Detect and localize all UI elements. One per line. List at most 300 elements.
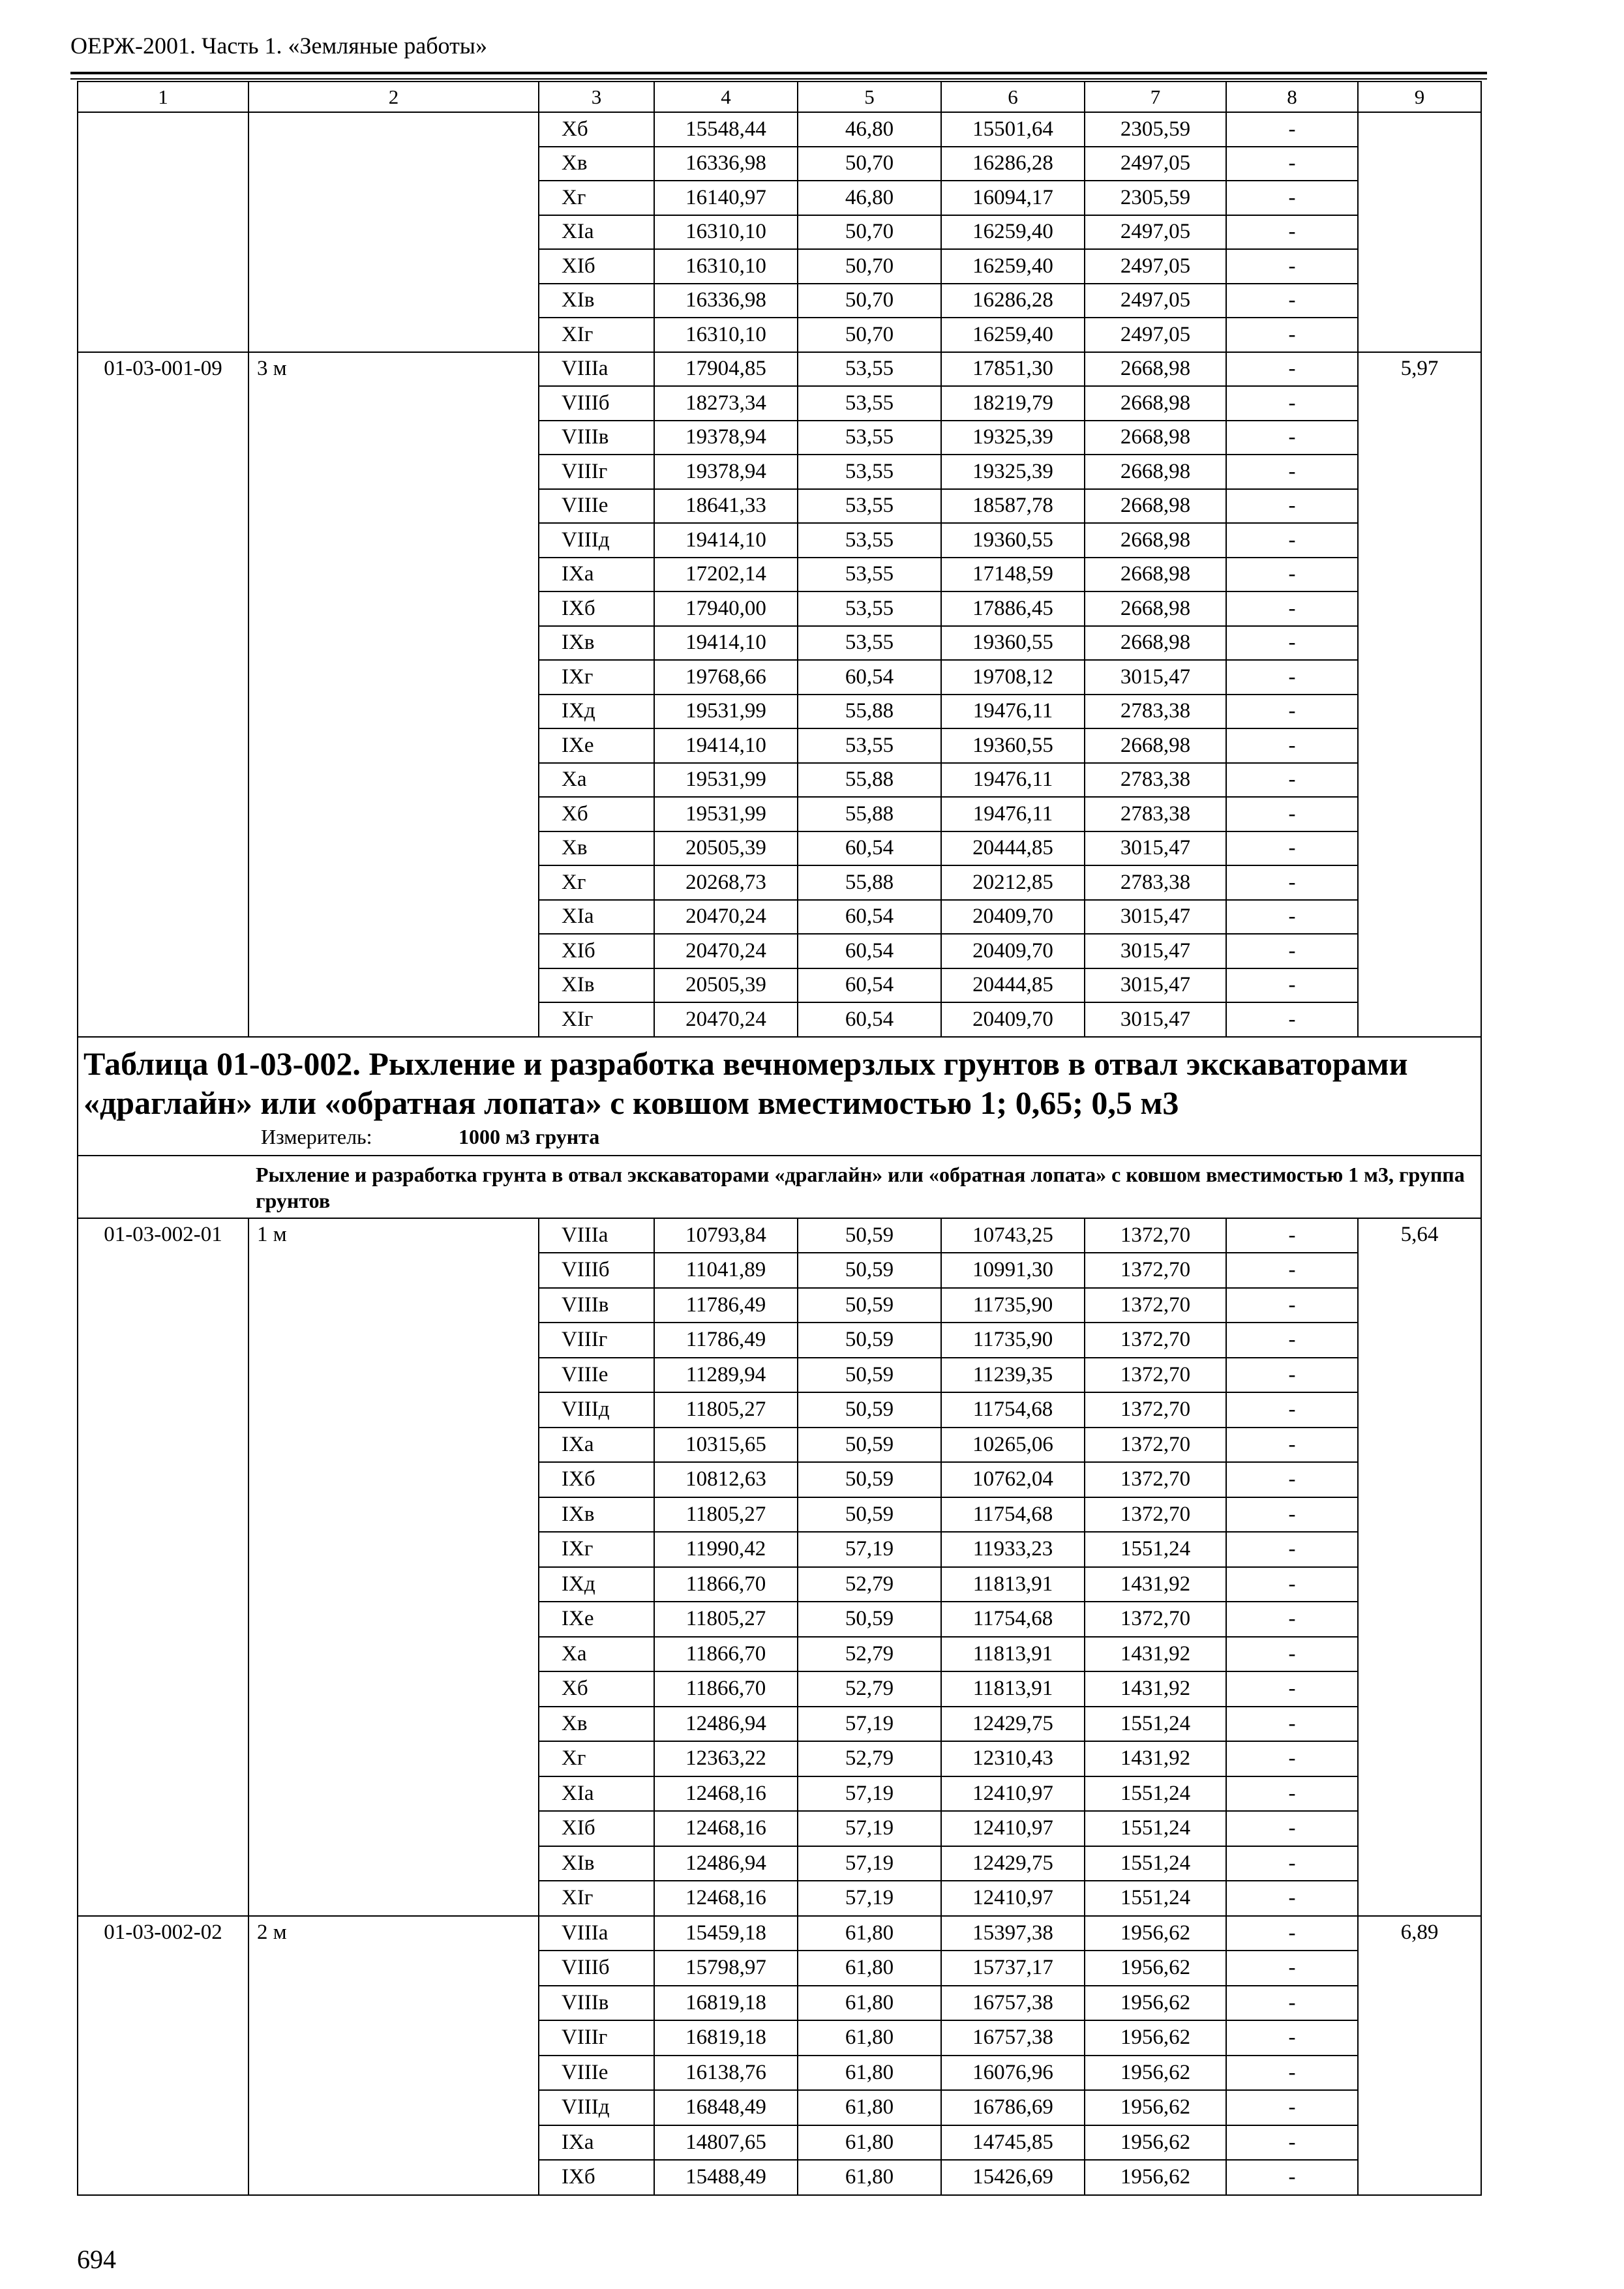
soil-group: IXб bbox=[539, 2160, 654, 2195]
wages: 57,19 bbox=[798, 1776, 941, 1812]
wages: 50,59 bbox=[798, 1323, 941, 1358]
soil-group: VIIIа bbox=[539, 352, 654, 387]
total-cost: 19378,94 bbox=[654, 455, 798, 489]
total-cost: 20470,24 bbox=[654, 900, 798, 935]
machinist-wages: 2783,38 bbox=[1085, 763, 1226, 798]
materials-cost: - bbox=[1226, 112, 1358, 147]
machinist-wages: 1956,62 bbox=[1085, 1951, 1226, 1986]
total-cost: 11805,27 bbox=[654, 1602, 798, 1637]
column-number: 3 bbox=[539, 82, 654, 112]
machinist-wages: 1551,24 bbox=[1085, 1811, 1226, 1846]
total-cost: 10793,84 bbox=[654, 1218, 798, 1253]
machinist-wages: 2668,98 bbox=[1085, 489, 1226, 524]
total-cost: 19531,99 bbox=[654, 695, 798, 729]
materials-cost: - bbox=[1226, 2020, 1358, 2056]
soil-group: VIIIг bbox=[539, 1323, 654, 1358]
materials-cost: - bbox=[1226, 1776, 1358, 1812]
wages: 57,19 bbox=[798, 1881, 941, 1916]
soil-group: VIIIа bbox=[539, 1218, 654, 1253]
measure-label: Измеритель: bbox=[261, 1124, 372, 1148]
wages: 50,70 bbox=[798, 284, 941, 318]
machine-cost: 14745,85 bbox=[941, 2125, 1085, 2161]
materials-cost: - bbox=[1226, 386, 1358, 421]
machine-cost: 12429,75 bbox=[941, 1707, 1085, 1742]
rate-code bbox=[78, 112, 248, 352]
soil-group: Xв bbox=[539, 1707, 654, 1742]
column-number: 9 bbox=[1358, 82, 1481, 112]
materials-cost: - bbox=[1226, 797, 1358, 831]
section-subtitle: Рыхление и разработка грунта в отвал экскаваторами «драглайн» или «обратная лопата» с ковшом вместимостью 1 м3, группа грунтов bbox=[78, 1156, 1481, 1218]
machine-cost: 11813,91 bbox=[941, 1671, 1085, 1707]
machine-cost: 15426,69 bbox=[941, 2160, 1085, 2195]
materials-cost: - bbox=[1226, 1567, 1358, 1602]
machinist-wages: 1372,70 bbox=[1085, 1358, 1226, 1393]
materials-cost: - bbox=[1226, 1811, 1358, 1846]
materials-cost: - bbox=[1226, 1986, 1358, 2021]
labor-cost bbox=[1358, 112, 1481, 352]
total-cost: 12468,16 bbox=[654, 1811, 798, 1846]
machinist-wages: 1551,24 bbox=[1085, 1881, 1226, 1916]
machinist-wages: 1431,92 bbox=[1085, 1567, 1226, 1602]
soil-group: XIг bbox=[539, 1881, 654, 1916]
wages: 61,80 bbox=[798, 1916, 941, 1951]
wages: 50,70 bbox=[798, 147, 941, 181]
machine-cost: 16094,17 bbox=[941, 181, 1085, 215]
wages: 50,59 bbox=[798, 1428, 941, 1463]
wages: 53,55 bbox=[798, 558, 941, 592]
soil-group: IXа bbox=[539, 558, 654, 592]
wages: 57,19 bbox=[798, 1707, 941, 1742]
materials-cost: - bbox=[1226, 1323, 1358, 1358]
table-title: Таблица 01-03-002. Рыхление и разработка вечномерзлых грунтов в отвал экскаваторами «драглайн» или «обратная лопата» с ковшом вместимостью 1; 0,65; 0,5 м3 bbox=[83, 1045, 1408, 1121]
soil-group: VIIIб bbox=[539, 1253, 654, 1288]
machinist-wages: 2668,98 bbox=[1085, 386, 1226, 421]
materials-cost: - bbox=[1226, 284, 1358, 318]
machinist-wages: 1372,70 bbox=[1085, 1602, 1226, 1637]
machine-cost: 17851,30 bbox=[941, 352, 1085, 387]
machine-cost: 15397,38 bbox=[941, 1916, 1085, 1951]
soil-group: XIа bbox=[539, 900, 654, 935]
total-cost: 20268,73 bbox=[654, 865, 798, 900]
machinist-wages: 2305,59 bbox=[1085, 112, 1226, 147]
machinist-wages: 3015,47 bbox=[1085, 968, 1226, 1003]
machine-cost: 20444,85 bbox=[941, 968, 1085, 1003]
header-rule-thick bbox=[70, 72, 1487, 74]
total-cost: 16310,10 bbox=[654, 249, 798, 284]
total-cost: 15548,44 bbox=[654, 112, 798, 147]
column-number: 1 bbox=[78, 82, 248, 112]
machine-cost: 10991,30 bbox=[941, 1253, 1085, 1288]
wages: 50,59 bbox=[798, 1602, 941, 1637]
depth-cell: 1 м bbox=[248, 1218, 539, 1916]
machinist-wages: 1372,70 bbox=[1085, 1323, 1226, 1358]
wages: 50,59 bbox=[798, 1392, 941, 1428]
soil-group: XIв bbox=[539, 1846, 654, 1881]
machinist-wages: 3015,47 bbox=[1085, 934, 1226, 968]
soil-group: XIб bbox=[539, 1811, 654, 1846]
total-cost: 11866,70 bbox=[654, 1637, 798, 1672]
wages: 60,54 bbox=[798, 831, 941, 866]
soil-group: Xб bbox=[539, 1671, 654, 1707]
materials-cost: - bbox=[1226, 318, 1358, 352]
wages: 50,70 bbox=[798, 318, 941, 352]
soil-group: XIг bbox=[539, 318, 654, 352]
wages: 52,79 bbox=[798, 1637, 941, 1672]
wages: 46,80 bbox=[798, 181, 941, 215]
soil-group: IXв bbox=[539, 1497, 654, 1533]
rate-code: 01-03-002-02 bbox=[78, 1916, 248, 2195]
wages: 57,19 bbox=[798, 1532, 941, 1567]
machine-cost: 11754,68 bbox=[941, 1392, 1085, 1428]
wages: 61,80 bbox=[798, 2056, 941, 2091]
wages: 61,80 bbox=[798, 2160, 941, 2195]
wages: 53,55 bbox=[798, 523, 941, 558]
materials-cost: - bbox=[1226, 1288, 1358, 1323]
machinist-wages: 1372,70 bbox=[1085, 1428, 1226, 1463]
machine-cost: 17886,45 bbox=[941, 591, 1085, 626]
rate-code: 01-03-001-09 bbox=[78, 352, 248, 1037]
table-row bbox=[78, 112, 1481, 147]
machine-cost: 16076,96 bbox=[941, 2056, 1085, 2091]
total-cost: 11866,70 bbox=[654, 1671, 798, 1707]
machinist-wages: 1956,62 bbox=[1085, 2125, 1226, 2161]
wages: 50,59 bbox=[798, 1462, 941, 1497]
machinist-wages: 2497,05 bbox=[1085, 284, 1226, 318]
total-cost: 11041,89 bbox=[654, 1253, 798, 1288]
machinist-wages: 2668,98 bbox=[1085, 421, 1226, 455]
total-cost: 11786,49 bbox=[654, 1323, 798, 1358]
machinist-wages: 1372,70 bbox=[1085, 1497, 1226, 1533]
soil-group: XIа bbox=[539, 1776, 654, 1812]
machinist-wages: 2668,98 bbox=[1085, 352, 1226, 387]
materials-cost: - bbox=[1226, 1002, 1358, 1037]
soil-group: XIв bbox=[539, 968, 654, 1003]
soil-group: IXе bbox=[539, 728, 654, 763]
column-number-row bbox=[78, 82, 1481, 112]
wages: 53,55 bbox=[798, 626, 941, 661]
soil-group: VIIIе bbox=[539, 489, 654, 524]
soil-group: XIб bbox=[539, 934, 654, 968]
materials-cost: - bbox=[1226, 1951, 1358, 1986]
soil-group: Xг bbox=[539, 1741, 654, 1776]
machine-cost: 20409,70 bbox=[941, 900, 1085, 935]
materials-cost: - bbox=[1226, 523, 1358, 558]
column-number: 2 bbox=[248, 82, 539, 112]
total-cost: 11786,49 bbox=[654, 1288, 798, 1323]
machinist-wages: 2497,05 bbox=[1085, 147, 1226, 181]
machine-cost: 11933,23 bbox=[941, 1532, 1085, 1567]
soil-group: Xа bbox=[539, 1637, 654, 1672]
total-cost: 11289,94 bbox=[654, 1358, 798, 1393]
machinist-wages: 3015,47 bbox=[1085, 831, 1226, 866]
soil-group: VIIIб bbox=[539, 386, 654, 421]
column-number: 4 bbox=[654, 82, 798, 112]
machine-cost: 12410,97 bbox=[941, 1881, 1085, 1916]
total-cost: 16819,18 bbox=[654, 2020, 798, 2056]
wages: 60,54 bbox=[798, 660, 941, 695]
machine-cost: 16259,40 bbox=[941, 215, 1085, 250]
soil-group: XIа bbox=[539, 215, 654, 250]
materials-cost: - bbox=[1226, 1881, 1358, 1916]
soil-group: IXд bbox=[539, 1567, 654, 1602]
materials-cost: - bbox=[1226, 1602, 1358, 1637]
machinist-wages: 2497,05 bbox=[1085, 215, 1226, 250]
total-cost: 15798,97 bbox=[654, 1951, 798, 1986]
table-row bbox=[78, 1218, 1481, 1253]
soil-group: VIIIв bbox=[539, 1986, 654, 2021]
total-cost: 17940,00 bbox=[654, 591, 798, 626]
column-number: 8 bbox=[1226, 82, 1358, 112]
soil-group: IXг bbox=[539, 1532, 654, 1567]
total-cost: 16819,18 bbox=[654, 1986, 798, 2021]
wages: 50,59 bbox=[798, 1218, 941, 1253]
materials-cost: - bbox=[1226, 900, 1358, 935]
materials-cost: - bbox=[1226, 489, 1358, 524]
column-number: 6 bbox=[941, 82, 1085, 112]
materials-cost: - bbox=[1226, 421, 1358, 455]
materials-cost: - bbox=[1226, 728, 1358, 763]
machinist-wages: 1551,24 bbox=[1085, 1707, 1226, 1742]
materials-cost: - bbox=[1226, 2160, 1358, 2195]
soil-group: Xб bbox=[539, 797, 654, 831]
materials-cost: - bbox=[1226, 1253, 1358, 1288]
total-cost: 20470,24 bbox=[654, 1002, 798, 1037]
materials-cost: - bbox=[1226, 1358, 1358, 1393]
total-cost: 19768,66 bbox=[654, 660, 798, 695]
total-cost: 16310,10 bbox=[654, 318, 798, 352]
machine-cost: 20212,85 bbox=[941, 865, 1085, 900]
machine-cost: 12410,97 bbox=[941, 1776, 1085, 1812]
wages: 60,54 bbox=[798, 968, 941, 1003]
materials-cost: - bbox=[1226, 934, 1358, 968]
machinist-wages: 2668,98 bbox=[1085, 558, 1226, 592]
machine-cost: 10743,25 bbox=[941, 1218, 1085, 1253]
total-cost: 11805,27 bbox=[654, 1392, 798, 1428]
column-number: 7 bbox=[1085, 82, 1226, 112]
wages: 55,88 bbox=[798, 763, 941, 798]
machine-cost: 10265,06 bbox=[941, 1428, 1085, 1463]
labor-cost: 6,89 bbox=[1358, 1916, 1481, 2195]
materials-cost: - bbox=[1226, 455, 1358, 489]
wages: 53,55 bbox=[798, 591, 941, 626]
machinist-wages: 1956,62 bbox=[1085, 2160, 1226, 2195]
machine-cost: 12310,43 bbox=[941, 1741, 1085, 1776]
machinist-wages: 1372,70 bbox=[1085, 1253, 1226, 1288]
machinist-wages: 1431,92 bbox=[1085, 1637, 1226, 1672]
soil-group: XIб bbox=[539, 249, 654, 284]
total-cost: 15488,49 bbox=[654, 2160, 798, 2195]
materials-cost: - bbox=[1226, 1428, 1358, 1463]
wages: 52,79 bbox=[798, 1567, 941, 1602]
wages: 50,59 bbox=[798, 1288, 941, 1323]
soil-group: Xв bbox=[539, 147, 654, 181]
materials-cost: - bbox=[1226, 1741, 1358, 1776]
materials-cost: - bbox=[1226, 763, 1358, 798]
total-cost: 18273,34 bbox=[654, 386, 798, 421]
wages: 61,80 bbox=[798, 2020, 941, 2056]
materials-cost: - bbox=[1226, 1532, 1358, 1567]
total-cost: 16310,10 bbox=[654, 215, 798, 250]
soil-group: IXд bbox=[539, 695, 654, 729]
materials-cost: - bbox=[1226, 831, 1358, 866]
soil-group: IXе bbox=[539, 1602, 654, 1637]
materials-cost: - bbox=[1226, 2056, 1358, 2091]
column-number: 5 bbox=[798, 82, 941, 112]
machine-cost: 11754,68 bbox=[941, 1602, 1085, 1637]
soil-group: VIIIа bbox=[539, 1916, 654, 1951]
wages: 55,88 bbox=[798, 865, 941, 900]
machinist-wages: 1956,62 bbox=[1085, 2056, 1226, 2091]
machine-cost: 15737,17 bbox=[941, 1951, 1085, 1986]
wages: 53,55 bbox=[798, 728, 941, 763]
total-cost: 12486,94 bbox=[654, 1707, 798, 1742]
wages: 53,55 bbox=[798, 489, 941, 524]
materials-cost: - bbox=[1226, 215, 1358, 250]
total-cost: 11805,27 bbox=[654, 1497, 798, 1533]
total-cost: 19414,10 bbox=[654, 626, 798, 661]
machine-cost: 11813,91 bbox=[941, 1637, 1085, 1672]
materials-cost: - bbox=[1226, 1497, 1358, 1533]
machine-cost: 12410,97 bbox=[941, 1811, 1085, 1846]
rates-table bbox=[77, 81, 1482, 2196]
machine-cost: 18219,79 bbox=[941, 386, 1085, 421]
total-cost: 20505,39 bbox=[654, 968, 798, 1003]
wages: 61,80 bbox=[798, 1951, 941, 1986]
total-cost: 19414,10 bbox=[654, 523, 798, 558]
soil-group: Xв bbox=[539, 831, 654, 866]
machinist-wages: 2783,38 bbox=[1085, 865, 1226, 900]
machinist-wages: 2668,98 bbox=[1085, 626, 1226, 661]
wages: 53,55 bbox=[798, 455, 941, 489]
materials-cost: - bbox=[1226, 1637, 1358, 1672]
total-cost: 16140,97 bbox=[654, 181, 798, 215]
measure-line bbox=[83, 1124, 1481, 1150]
total-cost: 16138,76 bbox=[654, 2056, 798, 2091]
depth-cell: 3 м bbox=[248, 352, 539, 1037]
total-cost: 10315,65 bbox=[654, 1428, 798, 1463]
soil-group: IXа bbox=[539, 2125, 654, 2161]
machinist-wages: 3015,47 bbox=[1085, 660, 1226, 695]
machine-cost: 19325,39 bbox=[941, 455, 1085, 489]
machine-cost: 19360,55 bbox=[941, 523, 1085, 558]
total-cost: 17202,14 bbox=[654, 558, 798, 592]
total-cost: 10812,63 bbox=[654, 1462, 798, 1497]
machine-cost: 18587,78 bbox=[941, 489, 1085, 524]
total-cost: 12468,16 bbox=[654, 1776, 798, 1812]
machine-cost: 19360,55 bbox=[941, 626, 1085, 661]
wages: 57,19 bbox=[798, 1811, 941, 1846]
machinist-wages: 1431,92 bbox=[1085, 1741, 1226, 1776]
machine-cost: 16757,38 bbox=[941, 2020, 1085, 2056]
total-cost: 16336,98 bbox=[654, 284, 798, 318]
machine-cost: 17148,59 bbox=[941, 558, 1085, 592]
table-row bbox=[78, 1916, 1481, 1951]
total-cost: 12468,16 bbox=[654, 1881, 798, 1916]
materials-cost: - bbox=[1226, 558, 1358, 592]
wages: 50,70 bbox=[798, 249, 941, 284]
wages: 50,59 bbox=[798, 1497, 941, 1533]
total-cost: 20470,24 bbox=[654, 934, 798, 968]
machine-cost: 19360,55 bbox=[941, 728, 1085, 763]
materials-cost: - bbox=[1226, 1671, 1358, 1707]
machinist-wages: 1372,70 bbox=[1085, 1218, 1226, 1253]
machine-cost: 19476,11 bbox=[941, 695, 1085, 729]
total-cost: 11990,42 bbox=[654, 1532, 798, 1567]
machine-cost: 11754,68 bbox=[941, 1497, 1085, 1533]
total-cost: 16336,98 bbox=[654, 147, 798, 181]
wages: 61,80 bbox=[798, 2125, 941, 2161]
wages: 50,59 bbox=[798, 1253, 941, 1288]
total-cost: 16848,49 bbox=[654, 2090, 798, 2125]
machinist-wages: 1956,62 bbox=[1085, 2020, 1226, 2056]
soil-group: VIIIе bbox=[539, 1358, 654, 1393]
soil-group: Xг bbox=[539, 865, 654, 900]
total-cost: 17904,85 bbox=[654, 352, 798, 387]
soil-group: VIIIг bbox=[539, 455, 654, 489]
machinist-wages: 1956,62 bbox=[1085, 1916, 1226, 1951]
soil-group: VIIIв bbox=[539, 1288, 654, 1323]
total-cost: 18641,33 bbox=[654, 489, 798, 524]
wages: 46,80 bbox=[798, 112, 941, 147]
wages: 53,55 bbox=[798, 352, 941, 387]
materials-cost: - bbox=[1226, 2125, 1358, 2161]
machine-cost: 20409,70 bbox=[941, 934, 1085, 968]
machinist-wages: 2497,05 bbox=[1085, 318, 1226, 352]
machinist-wages: 2497,05 bbox=[1085, 249, 1226, 284]
rate-code: 01-03-002-01 bbox=[78, 1218, 248, 1916]
machinist-wages: 1551,24 bbox=[1085, 1776, 1226, 1812]
machine-cost: 16286,28 bbox=[941, 147, 1085, 181]
soil-group: VIIIв bbox=[539, 421, 654, 455]
machine-cost: 19325,39 bbox=[941, 421, 1085, 455]
soil-group: XIг bbox=[539, 1002, 654, 1037]
table-title-cell bbox=[78, 1037, 1481, 1156]
machinist-wages: 2668,98 bbox=[1085, 455, 1226, 489]
table-row bbox=[78, 352, 1481, 387]
machine-cost: 16259,40 bbox=[941, 249, 1085, 284]
machinist-wages: 1956,62 bbox=[1085, 2090, 1226, 2125]
materials-cost: - bbox=[1226, 181, 1358, 215]
total-cost: 19531,99 bbox=[654, 763, 798, 798]
machinist-wages: 1372,70 bbox=[1085, 1288, 1226, 1323]
soil-group: VIIIд bbox=[539, 2090, 654, 2125]
page-number: 694 bbox=[77, 2245, 116, 2274]
machinist-wages: 1431,92 bbox=[1085, 1671, 1226, 1707]
wages: 57,19 bbox=[798, 1846, 941, 1881]
machinist-wages: 2668,98 bbox=[1085, 523, 1226, 558]
labor-cost: 5,64 bbox=[1358, 1218, 1481, 1916]
materials-cost: - bbox=[1226, 1707, 1358, 1742]
materials-cost: - bbox=[1226, 626, 1358, 661]
labor-cost: 5,97 bbox=[1358, 352, 1481, 1037]
total-cost: 12363,22 bbox=[654, 1741, 798, 1776]
soil-group: VIIIд bbox=[539, 523, 654, 558]
machinist-wages: 2783,38 bbox=[1085, 695, 1226, 729]
machine-cost: 19708,12 bbox=[941, 660, 1085, 695]
wages: 55,88 bbox=[798, 797, 941, 831]
materials-cost: - bbox=[1226, 1218, 1358, 1253]
machine-cost: 20444,85 bbox=[941, 831, 1085, 866]
machine-cost: 19476,11 bbox=[941, 797, 1085, 831]
soil-group: VIIIг bbox=[539, 2020, 654, 2056]
wages: 52,79 bbox=[798, 1671, 941, 1707]
wages: 61,80 bbox=[798, 2090, 941, 2125]
machine-cost: 20409,70 bbox=[941, 1002, 1085, 1037]
total-cost: 11866,70 bbox=[654, 1567, 798, 1602]
machine-cost: 16286,28 bbox=[941, 284, 1085, 318]
total-cost: 14807,65 bbox=[654, 2125, 798, 2161]
materials-cost: - bbox=[1226, 865, 1358, 900]
